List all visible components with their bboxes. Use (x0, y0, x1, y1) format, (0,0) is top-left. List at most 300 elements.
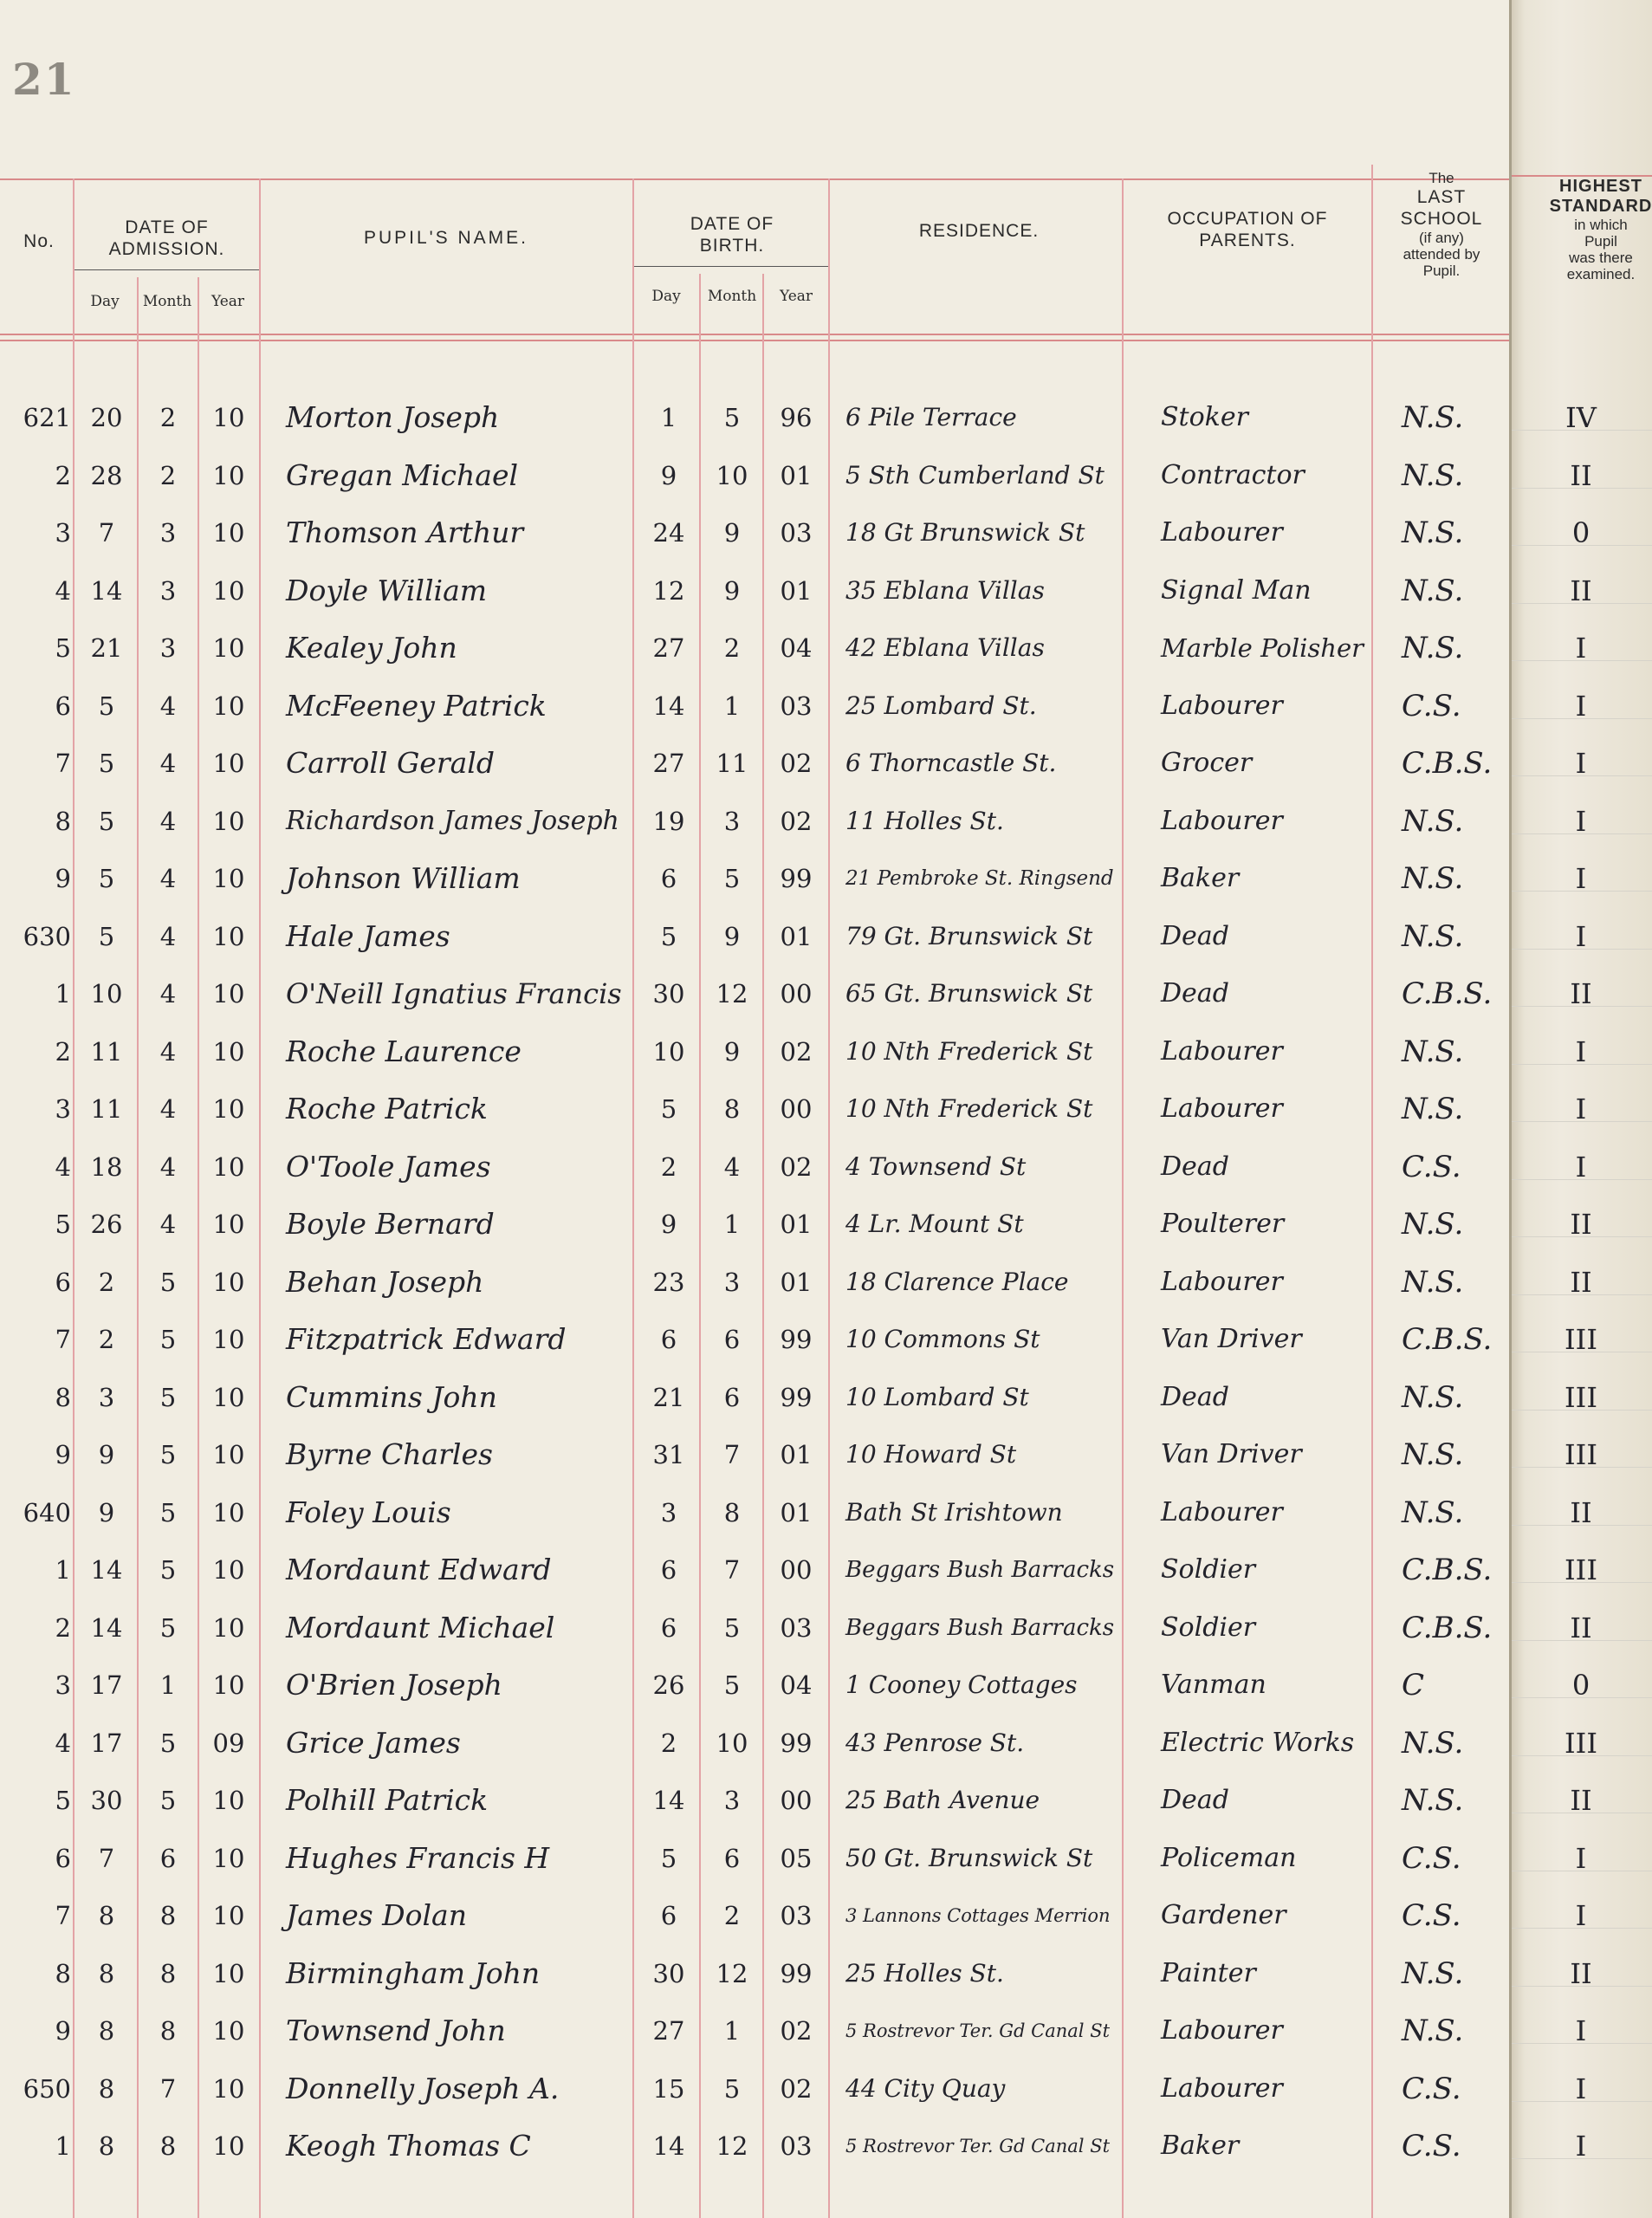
entry-number: 4 (55, 575, 71, 606)
birth-month: 6 (723, 1843, 741, 1873)
admission-month: 8 (159, 2016, 177, 2046)
entry-number: 7 (55, 749, 71, 778)
admission-month: 4 (159, 864, 177, 893)
birth-day: 27 (652, 2016, 685, 2046)
admission-month: 5 (159, 1267, 177, 1297)
parent-occupation: Van Driver (1161, 1324, 1302, 1354)
admission-day: 26 (90, 1210, 123, 1239)
highest-standard-line-5: was there (1569, 250, 1633, 266)
birth-year: 01 (780, 921, 813, 951)
admission-month: 1 (159, 1670, 177, 1700)
admission-day: 5 (98, 806, 115, 836)
entry-number: 640 (23, 1497, 71, 1527)
birth-month: 1 (723, 691, 741, 721)
admission-month: 4 (159, 1151, 177, 1182)
birth-month: 9 (723, 921, 741, 951)
last-school-line-2: LAST (1416, 187, 1467, 207)
birth-month: 9 (723, 518, 741, 548)
admission-day: 2 (98, 1267, 115, 1297)
highest-standard: I (1575, 919, 1587, 953)
admission-month: 4 (159, 749, 177, 778)
parent-occupation: Poulterer (1161, 1209, 1285, 1239)
birth-month: 6 (723, 1325, 741, 1354)
highest-standard: 0 (1571, 1669, 1590, 1702)
last-school-line-1: The (1428, 170, 1454, 186)
admission-year: 10 (212, 1325, 245, 1354)
parent-occupation: Signal Man (1161, 574, 1312, 606)
last-school: N.S. (1402, 1783, 1464, 1818)
entry-number: 2 (55, 1612, 71, 1643)
header-bottom-rule (0, 334, 1509, 335)
birth-year: 03 (780, 518, 813, 548)
parent-occupation: Marble Polisher (1161, 633, 1364, 663)
admission-year: 10 (212, 633, 245, 663)
residence: 35 Eblana Villas (845, 575, 1045, 605)
admission-year: 10 (212, 1210, 245, 1239)
birth-day: 27 (652, 749, 685, 778)
birth-year: 02 (780, 1151, 813, 1182)
admission-month: 2 (159, 460, 177, 490)
admission-year: 10 (212, 1670, 245, 1700)
birth-day: 9 (660, 460, 677, 490)
birth-year: 01 (780, 1497, 813, 1527)
birth-month: 4 (723, 1151, 741, 1182)
birth-year: 00 (780, 1555, 813, 1585)
pupil-name: Carroll Gerald (286, 746, 495, 780)
admission-year: 10 (212, 1094, 245, 1124)
admission-day: 8 (98, 2016, 115, 2046)
entry-number: 6 (55, 1843, 71, 1873)
birth-month: 5 (723, 1670, 741, 1700)
header-occupation: OCCUPATION OF PARENTS. (1167, 209, 1328, 250)
birth-day: 6 (660, 1612, 677, 1643)
admission-year: 10 (212, 1843, 245, 1873)
admission-month: 4 (159, 979, 177, 1008)
birth-day: 27 (652, 633, 685, 663)
pupil-name: Polhill Patrick (286, 1783, 489, 1817)
birth-year: 99 (780, 1958, 813, 1988)
residence: 5 Rostrevor Ter. Gd Canal St (845, 2020, 1111, 2041)
col-rule-no (73, 178, 75, 2218)
admission-year: 10 (212, 1497, 245, 1527)
birth-day: 3 (660, 1497, 677, 1527)
pupil-name: Mordaunt Michael (286, 1610, 555, 1644)
pupil-name: O'Toole James (286, 1149, 491, 1184)
admission-year: 10 (212, 1555, 245, 1585)
admission-year: 10 (212, 1151, 245, 1182)
admission-day: 7 (98, 1843, 115, 1873)
birth-sub-rule (632, 266, 828, 267)
parent-occupation: Labourer (1161, 2015, 1283, 2046)
residence: 10 Lombard St (845, 1382, 1029, 1411)
birth-day: 26 (652, 1670, 685, 1700)
entry-number: 5 (55, 1786, 71, 1815)
last-school: C (1402, 1668, 1425, 1702)
admission-month: 3 (159, 633, 177, 663)
entry-number: 9 (55, 864, 71, 893)
last-school-line-5: attended by (1403, 246, 1480, 263)
col-rule-occupation (1371, 165, 1373, 2218)
birth-day: 31 (652, 1440, 685, 1469)
highest-standard: II (1570, 574, 1592, 607)
admission-day: 21 (90, 633, 123, 663)
highest-standard: III (1565, 1323, 1597, 1356)
birth-year: 99 (780, 864, 813, 893)
last-school: N.S. (1402, 516, 1464, 550)
last-school: N.S. (1402, 1955, 1464, 1991)
entry-number: 3 (55, 518, 71, 548)
last-school: N.S. (1402, 573, 1464, 608)
page-number: 21 (12, 54, 76, 105)
header-admission-year: Year (211, 293, 245, 310)
birth-day: 14 (652, 691, 685, 721)
residence: Beggars Bush Barracks (845, 1557, 1115, 1583)
birth-day: 6 (660, 1901, 677, 1930)
admission-year: 10 (212, 1612, 245, 1643)
parent-occupation: Dead (1161, 1151, 1229, 1182)
header-highest-standard (1540, 177, 1652, 282)
birth-year: 02 (780, 806, 813, 836)
admission-month: 2 (159, 403, 177, 432)
birth-month: 10 (716, 1728, 748, 1758)
birth-day: 6 (660, 1325, 677, 1354)
admission-year: 10 (212, 2073, 245, 2104)
highest-standard-line-3: in which (1574, 217, 1628, 233)
admission-day: 14 (90, 1612, 123, 1643)
residence: 10 Commons St (845, 1325, 1040, 1353)
birth-month: 2 (723, 1901, 741, 1930)
pupil-name: O'Brien Joseph (286, 1668, 502, 1702)
birth-day: 23 (652, 1267, 685, 1297)
birth-month: 8 (723, 1497, 741, 1527)
birth-day: 14 (652, 1786, 685, 1815)
birth-day: 12 (652, 575, 685, 606)
header-birth-day: Day (651, 288, 681, 305)
residence: 25 Lombard St. (845, 691, 1037, 720)
highest-standard: I (1575, 1841, 1587, 1875)
admission-day: 8 (98, 2131, 115, 2161)
birth-year: 04 (780, 1670, 813, 1700)
highest-standard: I (1575, 1093, 1587, 1125)
admission-month: 4 (159, 1210, 177, 1239)
birth-day: 14 (652, 2131, 685, 2161)
last-school: N.S. (1402, 1495, 1464, 1530)
admission-month: 8 (159, 2131, 177, 2161)
last-school: N.S. (1402, 1034, 1464, 1069)
birth-month: 12 (716, 1958, 748, 1988)
last-school-line-4: (if any) (1419, 230, 1464, 246)
gutter-edge (1509, 0, 1512, 2218)
entry-number: 621 (23, 403, 71, 432)
pupil-name: Birmingham John (286, 1955, 541, 1990)
highest-standard: II (1570, 1611, 1592, 1644)
birth-month: 12 (716, 2131, 748, 2161)
last-school-line-3: SCHOOL (1400, 209, 1483, 229)
last-school: C.S. (1402, 2129, 1461, 2163)
birth-day: 5 (660, 921, 677, 951)
admission-year: 10 (212, 921, 245, 951)
header-birth-year: Year (779, 288, 813, 305)
birth-day: 19 (652, 806, 685, 836)
birth-month: 7 (723, 1440, 741, 1469)
birth-month: 7 (723, 1555, 741, 1585)
birth-year: 99 (780, 1728, 813, 1758)
highest-standard: III (1565, 1438, 1597, 1471)
admission-month: 5 (159, 1497, 177, 1527)
pupil-name: Boyle Bernard (286, 1207, 495, 1241)
birth-year: 96 (780, 403, 813, 432)
admission-year: 10 (212, 1036, 245, 1067)
last-school: N.S. (1402, 1207, 1464, 1242)
birth-year: 01 (780, 1210, 813, 1239)
residence: 44 City Quay (845, 2073, 1006, 2103)
admission-month: 8 (159, 1901, 177, 1930)
admission-month: 5 (159, 1440, 177, 1469)
admission-month: 4 (159, 806, 177, 836)
entry-number: 5 (55, 633, 71, 663)
last-school: C.B.S. (1402, 1322, 1493, 1357)
pupil-name: O'Neill Ignatius Francis (286, 977, 622, 1010)
birth-year: 03 (780, 691, 813, 721)
entry-number: 1 (55, 979, 71, 1008)
residence: 42 Eblana Villas (845, 633, 1045, 662)
birth-day: 5 (660, 1094, 677, 1124)
admission-month: 5 (159, 1555, 177, 1585)
pupil-name: Mordaunt Edward (286, 1553, 552, 1586)
birth-year: 00 (780, 979, 813, 1008)
birth-day: 21 (652, 1382, 685, 1412)
entry-number: 9 (55, 2016, 71, 2046)
col-rule-name (632, 178, 634, 2218)
header-admission-month: Month (142, 293, 192, 310)
highest-standard-line-2: STANDARD (1549, 197, 1652, 216)
birth-year: 01 (780, 460, 813, 490)
birth-month: 6 (723, 1382, 741, 1412)
admission-year: 10 (212, 1440, 245, 1469)
header-residence: RESIDENCE. (918, 221, 1040, 241)
entry-number: 7 (55, 1901, 71, 1930)
birth-year: 03 (780, 1901, 813, 1930)
admission-day: 5 (98, 921, 115, 951)
admission-year: 10 (212, 864, 245, 893)
entry-number: 4 (55, 1728, 71, 1758)
parent-occupation: Dead (1161, 978, 1229, 1008)
birth-month: 5 (723, 2073, 741, 2104)
birth-year: 05 (780, 1843, 813, 1873)
header-bottom-rule-2 (0, 340, 1509, 341)
entry-number: 3 (55, 1670, 71, 1700)
residence: 21 Pembroke St. Ringsend (845, 867, 1114, 890)
parent-occupation: Vanman (1161, 1670, 1267, 1700)
admission-year: 10 (212, 749, 245, 778)
entry-number: 5 (55, 1210, 71, 1239)
last-school: C.S. (1402, 2071, 1461, 2106)
header-no: No. (23, 231, 55, 251)
parent-occupation: Labourer (1161, 517, 1283, 548)
parent-occupation: Dead (1161, 1381, 1229, 1412)
admission-year: 10 (212, 806, 245, 836)
residence: 11 Holles St. (845, 806, 1004, 835)
highest-standard: I (1575, 2014, 1587, 2047)
birth-month: 9 (723, 575, 741, 606)
admission-day: 5 (98, 864, 115, 893)
admission-day: 9 (98, 1440, 115, 1469)
header-last-school (1377, 170, 1506, 279)
pupil-name: Johnson William (286, 861, 521, 895)
highest-standard: I (1575, 632, 1587, 665)
residence: 10 Nth Frederick St (845, 1036, 1093, 1066)
pupil-name: Doyle William (286, 573, 488, 607)
last-school: C.B.S. (1402, 1553, 1493, 1587)
birth-day: 24 (652, 518, 685, 548)
admission-year: 10 (212, 1901, 245, 1930)
highest-standard: I (1575, 1034, 1587, 1068)
entry-number: 6 (55, 691, 71, 721)
last-school: C.B.S. (1402, 746, 1493, 781)
birth-month: 5 (723, 403, 741, 432)
admission-day: 14 (90, 575, 123, 606)
birth-day: 1 (660, 403, 677, 432)
admission-day: 17 (90, 1670, 123, 1700)
birth-year: 02 (780, 2073, 813, 2104)
last-school-line-6: Pupil. (1422, 263, 1461, 279)
admission-year: 10 (212, 1267, 245, 1297)
residence: 10 Howard St (845, 1440, 1017, 1469)
residence: 6 Pile Terrace (845, 403, 1017, 431)
residence: Bath St Irishtown (845, 1497, 1063, 1527)
col-rule-birth-day (699, 274, 701, 2218)
pupil-name: James Dolan (286, 1898, 467, 1932)
parent-occupation: Painter (1161, 1957, 1256, 1988)
pupil-name: Grice James (286, 1725, 461, 1760)
header-top-rule (0, 178, 1509, 180)
admission-month: 5 (159, 1382, 177, 1412)
admission-month: 4 (159, 691, 177, 721)
parent-occupation: Baker (1161, 863, 1240, 893)
pupil-name: Morton Joseph (286, 400, 500, 434)
parent-occupation: Labourer (1161, 805, 1283, 836)
admission-day: 7 (98, 518, 115, 548)
entry-number: 7 (55, 1325, 71, 1354)
parent-occupation: Van Driver (1161, 1439, 1302, 1469)
highest-standard: II (1570, 1265, 1592, 1299)
highest-standard: II (1570, 1784, 1592, 1817)
parent-occupation: Policeman (1161, 1842, 1297, 1873)
admission-month: 5 (159, 1786, 177, 1815)
entry-number: 1 (55, 2131, 71, 2161)
residence: 4 Lr. Mount St (845, 1210, 1024, 1238)
pupil-name: Gregan Michael (286, 457, 519, 492)
last-school: C.S. (1402, 688, 1461, 723)
residence: 25 Bath Avenue (845, 1786, 1040, 1814)
admission-day: 5 (98, 691, 115, 721)
birth-month: 8 (723, 1094, 741, 1124)
parent-occupation: Labourer (1161, 2072, 1283, 2104)
admission-day: 18 (90, 1151, 123, 1182)
highest-standard-line-4: Pupil (1584, 233, 1617, 250)
highest-standard-line-6: examined. (1566, 266, 1636, 282)
pupil-name: Foley Louis (286, 1495, 451, 1529)
admission-month: 7 (159, 2073, 177, 2104)
parent-occupation: Electric Works (1161, 1727, 1355, 1758)
col-rule-birth-year (828, 178, 830, 2218)
highest-standard: II (1570, 1956, 1592, 1990)
admission-day: 11 (90, 1094, 123, 1124)
admission-month: 4 (159, 1094, 177, 1124)
last-school: N.S. (1402, 1264, 1464, 1300)
residence: 3 Lannons Cottages Merrion (845, 1905, 1111, 1926)
col-rule-birth-month (762, 274, 764, 2218)
residence: 79 Gt. Brunswick St (845, 921, 1093, 950)
header-birth-month: Month (707, 288, 757, 305)
parent-occupation: Baker (1161, 2130, 1240, 2161)
admission-year: 10 (212, 575, 245, 606)
birth-year: 99 (780, 1325, 813, 1354)
parent-occupation: Gardener (1161, 1900, 1286, 1930)
admission-month: 8 (159, 1958, 177, 1988)
highest-standard: IV (1565, 401, 1597, 434)
entry-number: 8 (55, 1382, 71, 1412)
last-school: N.S. (1402, 1437, 1464, 1472)
birth-year: 01 (780, 1440, 813, 1469)
birth-month: 3 (723, 1786, 741, 1815)
header-admission-day: Day (90, 293, 120, 310)
birth-month: 1 (723, 1210, 741, 1239)
birth-year: 99 (780, 1382, 813, 1412)
birth-year: 03 (780, 1612, 813, 1643)
admission-month: 4 (159, 921, 177, 951)
birth-month: 2 (723, 633, 741, 663)
pupil-name: Hale James (286, 918, 450, 953)
pupil-name: McFeeney Patrick (286, 688, 547, 723)
birth-year: 00 (780, 1786, 813, 1815)
parent-occupation: Soldier (1161, 1612, 1256, 1643)
last-school: N.S. (1402, 1092, 1464, 1126)
entry-number: 650 (23, 2073, 71, 2104)
admission-day: 14 (90, 1555, 123, 1585)
admission-day: 8 (98, 2073, 115, 2104)
admission-month: 5 (159, 1325, 177, 1354)
residence: 50 Gt. Brunswick St (845, 1843, 1093, 1872)
admission-month: 5 (159, 1612, 177, 1643)
admission-day: 3 (98, 1382, 115, 1412)
highest-standard: I (1575, 862, 1587, 895)
highest-standard: 0 (1571, 516, 1590, 549)
highest-standard: III (1565, 1726, 1597, 1760)
admission-day: 30 (90, 1786, 123, 1815)
admission-day: 17 (90, 1728, 123, 1758)
birth-year: 03 (780, 2131, 813, 2161)
last-school: N.S. (1402, 631, 1464, 665)
birth-day: 10 (652, 1036, 685, 1067)
residence: 25 Holles St. (845, 1958, 1004, 1988)
last-school: N.S. (1402, 918, 1464, 954)
highest-standard: I (1575, 747, 1587, 780)
highest-standard: II (1570, 977, 1592, 1010)
highest-standard: I (1575, 689, 1587, 723)
birth-day: 2 (660, 1151, 677, 1182)
birth-day: 30 (652, 1958, 685, 1988)
pupil-name: Cummins John (286, 1379, 497, 1414)
admission-month: 5 (159, 1728, 177, 1758)
admission-year: 09 (212, 1728, 245, 1758)
residence: 5 Rostrevor Ter. Gd Canal St (845, 2136, 1111, 2156)
highest-standard: I (1575, 804, 1587, 838)
pupil-name: Roche Patrick (286, 1092, 488, 1125)
entry-number: 1 (55, 1555, 71, 1585)
admission-month: 3 (159, 575, 177, 606)
header-date-of-admission: DATE OF ADMISSION. (108, 217, 225, 259)
